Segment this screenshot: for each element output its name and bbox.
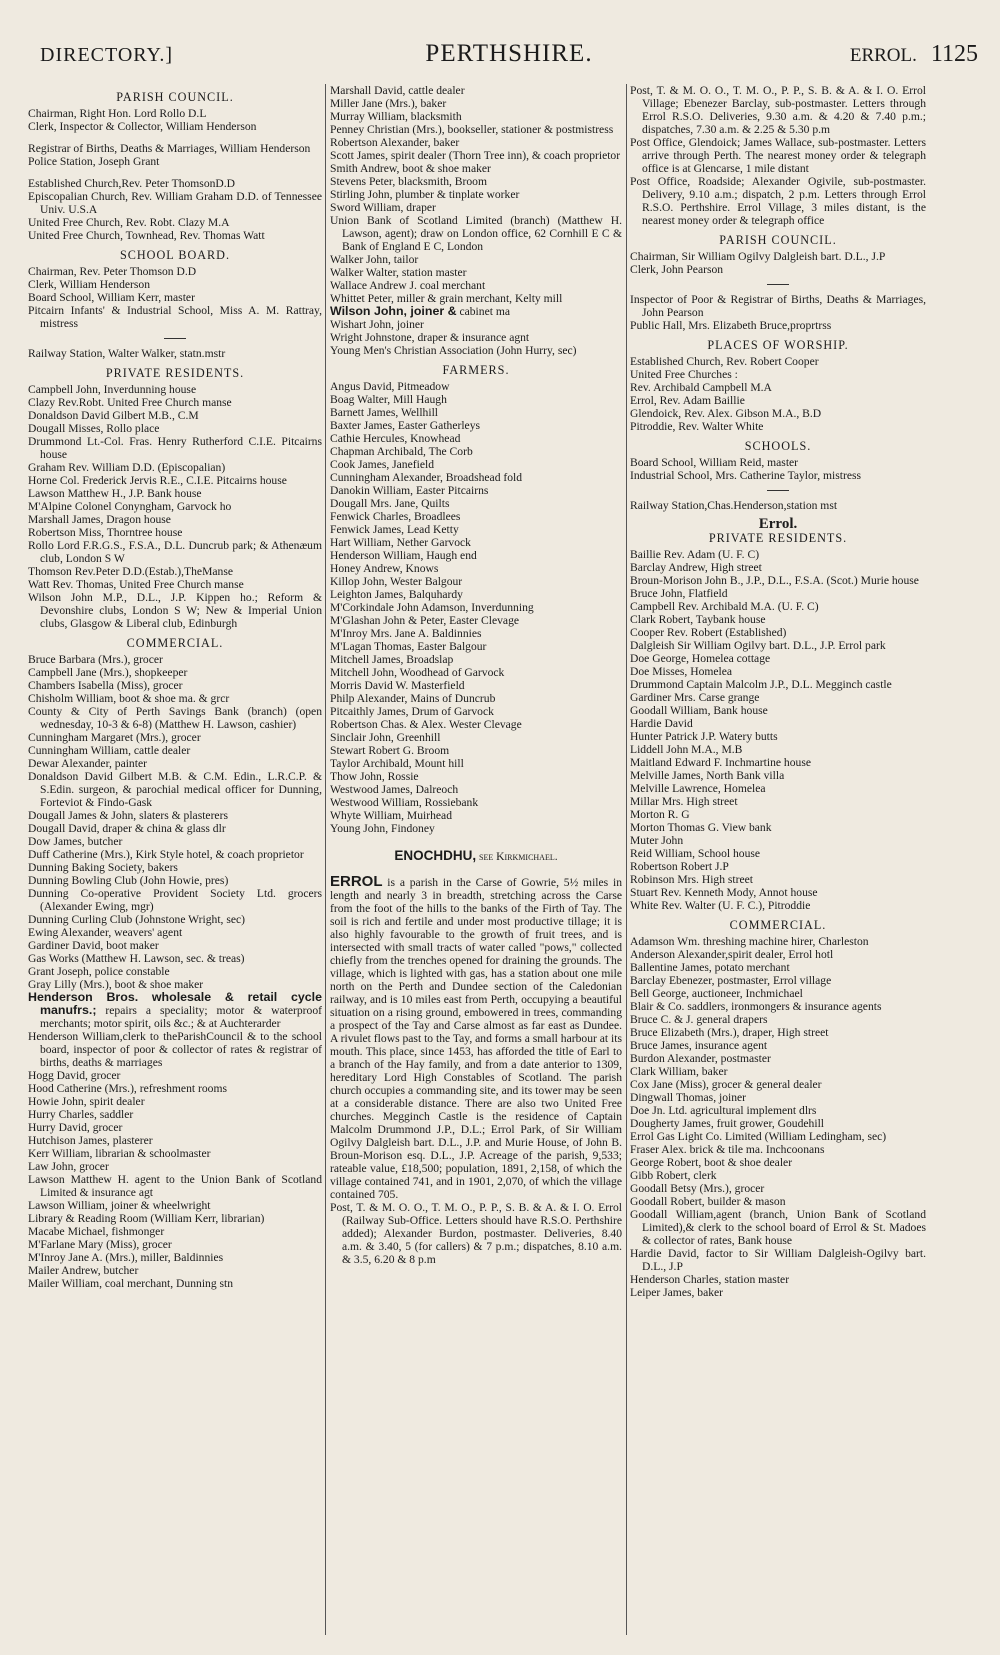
- directory-entry: Bruce James, insurance agent: [630, 1039, 768, 1052]
- directory-entry: Police Station, Joseph Grant: [28, 155, 160, 168]
- directory-entry: Barnett James, Wellhill: [330, 406, 439, 419]
- section-heading: SCHOOL BOARD.: [119, 248, 231, 262]
- directory-entry: Adamson Wm. threshing machine hirer, Charleston: [630, 935, 869, 948]
- directory-entry: Danokin William, Easter Pitcairns: [330, 484, 489, 497]
- directory-entry: Henderson William, Haugh end: [330, 549, 477, 562]
- entry-list: [630, 250, 926, 276]
- directory-entry: Cunningham Margaret (Mrs.), grocer: [28, 731, 201, 744]
- directory-entry: Taylor Archibald, Mount hill: [330, 757, 464, 770]
- directory-entry: Hood Catherine (Mrs.), refreshment rooms: [28, 1082, 227, 1095]
- directory-entry: Rollo Lord F.R.G.S., F.S.A., D.L. Duncrub park; & Athenæum club, London S W: [28, 539, 322, 565]
- entry-list: [330, 84, 622, 305]
- directory-entry: Dunning Curling Club (Johnstone Wright, sec): [28, 913, 246, 926]
- directory-entry: Westwood James, Dalreoch: [330, 783, 459, 796]
- directory-entry: Dingwall Thomas, joiner: [630, 1091, 747, 1104]
- directory-entry: Hurry Charles, saddler: [28, 1108, 134, 1121]
- directory-entry: County & City of Perth Savings Bank (branch) (open wednesday, 10-3 & 6-8) (Matthew H. Lawson, cashier): [28, 705, 322, 731]
- cross-reference: [330, 849, 622, 863]
- directory-entry: Episcopalian Church, Rev. William Graham D.D. of Tennessee Univ. U.S.A: [28, 190, 322, 216]
- directory-entry: Dougall James & John, slaters & plasterers: [28, 809, 228, 822]
- directory-entry: Registrar of Births, Deaths & Marriages, William Henderson: [28, 142, 311, 155]
- directory-entry: Sword William, draper: [330, 201, 436, 214]
- directory-entry: Hart William, Nether Garvock: [330, 536, 471, 549]
- directory-entry: Sinclair John, Greenhill: [330, 731, 441, 744]
- directory-entry: Chapman Archibald, The Corb: [330, 445, 473, 458]
- column-3: [630, 84, 926, 1641]
- directory-entry: Henderson Charles, station master: [630, 1273, 790, 1286]
- directory-entry: Kerr William, librarian & schoolmaster: [28, 1147, 211, 1160]
- directory-entry: Clazy Rev.Robt. United Free Church manse: [28, 396, 232, 409]
- directory-entry: Hurry David, grocer: [28, 1121, 123, 1134]
- directory-entry: Campbell Rev. Archibald M.A. (U. F. C): [630, 600, 819, 613]
- directory-entry: Union Bank of Scotland Limited (branch) (Matthew H. Lawson, agent); draw on London office, 62 Cornhill E C & Bank of England E C, London: [330, 214, 622, 253]
- directory-entry: United Free Church, Townhead, Rev. Thomas Watt: [28, 229, 265, 242]
- directory-entry: M'Lagan Thomas, Easter Balgour: [330, 640, 487, 653]
- directory-entry: Dougall David, draper & china & glass dlr: [28, 822, 226, 835]
- directory-entry: Drummond Captain Malcolm J.P., D.L. Megginch castle: [630, 678, 892, 691]
- directory-entry: Ewing Alexander, weavers' agent: [28, 926, 183, 939]
- directory-entry: George Robert, boot & shoe dealer: [630, 1156, 793, 1169]
- directory-entry: Gas Works (Matthew H. Lawson, sec. & treas): [28, 952, 245, 965]
- directory-entry: Morton Thomas G. View bank: [630, 821, 772, 834]
- directory-entry: Walker Walter, station master: [330, 266, 467, 279]
- directory-entry: Dalgleish Sir William Ogilvy bart. D.L., J.P. Errol park: [630, 639, 886, 652]
- directory-entry: Inspector of Poor & Registrar of Births, Deaths & Marriages, John Pearson: [630, 293, 926, 319]
- directory-entry: Cunningham Alexander, Broadshead fold: [330, 471, 523, 484]
- directory-entry: Dougall Misses, Rollo place: [28, 422, 160, 435]
- directory-entry: Dunning Baking Society, bakers: [28, 861, 178, 874]
- directory-entry: Robinson Mrs. High street: [630, 873, 754, 886]
- directory-entry: Wright Johnstone, draper & insurance agnt: [330, 331, 530, 344]
- directory-entry: Pitroddie, Rev. Walter White: [630, 420, 764, 433]
- section-heading: PARISH COUNCIL.: [116, 90, 234, 104]
- directory-entry: Barclay Ebenezer, postmaster, Errol village: [630, 974, 832, 987]
- directory-entry: Glendoick, Rev. Alex. Gibson M.A., B.D: [630, 407, 822, 420]
- directory-entry: Chairman, Rev. Peter Thomson D.D: [28, 265, 197, 278]
- directory-entry: Fenwick Charles, Broadlees: [330, 510, 461, 523]
- directory-entry: M'Glashan John & Peter, Easter Clevage: [330, 614, 520, 627]
- directory-entry: Honey Andrew, Knows: [330, 562, 439, 575]
- directory-entry: Gray Lilly (Mrs.), boot & shoe maker: [28, 978, 204, 991]
- directory-entry: Goodall William, Bank house: [630, 704, 768, 717]
- directory-entry: Industrial School, Mrs. Catherine Taylor, mistress: [630, 469, 861, 482]
- column-rule: [626, 84, 627, 1635]
- directory-entry: Pitcairn Infants' & Industrial School, Miss A. M. Rattray, mistress: [28, 304, 322, 330]
- directory-entry: Marshall David, cattle dealer: [330, 84, 465, 97]
- directory-entry: Mailer Andrew, butcher: [28, 1264, 139, 1277]
- directory-entry: Cunningham William, cattle dealer: [28, 744, 191, 757]
- section-heading: PRIVATE RESIDENTS.: [708, 531, 848, 545]
- directory-entry: Public Hall, Mrs. Elizabeth Bruce,proprtrss: [630, 319, 832, 332]
- directory-entry: Duff Catherine (Mrs.), Kirk Style hotel, & coach proprietor: [28, 848, 304, 861]
- directory-entry: Ballentine James, potato merchant: [630, 961, 790, 974]
- separator: [767, 490, 789, 491]
- entry-list: [630, 935, 926, 1299]
- directory-entry: Melville James, North Bank villa: [630, 769, 785, 782]
- directory-entry: Dewar Alexander, painter: [28, 757, 147, 770]
- directory-entry: Wishart John, joiner: [330, 318, 424, 331]
- directory-entry: M'Alpine Colonel Conyngham, Garvock ho: [28, 500, 232, 513]
- directory-entry: Horne Col. Frederick Jervis R.E., C.I.E. Pitcairns house: [28, 474, 287, 487]
- directory-entry: Angus David, Pitmeadow: [330, 380, 450, 393]
- directory-entry: Railway Station, Walter Walker, statn.mstr: [28, 347, 226, 360]
- directory-entry: Westwood William, Rossiebank: [330, 796, 479, 809]
- directory-entry: Mitchell James, Broadslap: [330, 653, 454, 666]
- entry-list: [630, 84, 926, 227]
- directory-entry: Dougall Mrs. Jane, Quilts: [330, 497, 450, 510]
- directory-entry: Donaldson David Gilbert M.B., C.M: [28, 409, 199, 422]
- directory-entry: Maitland Edward F. Inchmartine house: [630, 756, 811, 769]
- directory-entry: Millar Mrs. High street: [630, 795, 738, 808]
- directory-entry: Wilson John M.P., D.L., J.P. Kippen ho.; Reform & Devonshire clubs, London S W; New & Imperial Union clubs, Glasgow & Liberal club, Edinburgh: [28, 591, 322, 630]
- directory-entry: M'Corkindale John Adamson, Inverdunning: [330, 601, 534, 614]
- directory-entry: Thomson Rev.Peter D.D.(Estab.),TheManse: [28, 565, 233, 578]
- directory-entry: Walker John, tailor: [330, 253, 419, 266]
- directory-entry: Stevens Peter, blacksmith, Broom: [330, 175, 487, 188]
- section-heading: COMMERCIAL.: [126, 636, 224, 650]
- directory-entry: Drummond Lt.-Col. Fras. Henry Rutherford C.I.E. Pitcairns house: [28, 435, 322, 461]
- entry-list: [28, 383, 322, 630]
- directory-entry: Smith Andrew, boot & shoe maker: [330, 162, 491, 175]
- entry-list: [28, 107, 322, 133]
- directory-entry: Clark Robert, Taybank house: [630, 613, 766, 626]
- directory-entry: United Free Churches :: [630, 368, 738, 381]
- directory-entry: M'Inroy Jane A. (Mrs.), miller, Baldinnies: [28, 1251, 224, 1264]
- section-heading: PRIVATE RESIDENTS.: [105, 366, 245, 380]
- directory-entry: Board School, William Kerr, master: [28, 291, 195, 304]
- page-number: 1125: [930, 41, 978, 67]
- directory-entry: Dunning Co-operative Provident Society Ltd. grocers (Alexander Ewing, mgr): [28, 887, 322, 913]
- directory-entry: Clerk, William Henderson: [28, 278, 150, 291]
- bold-entry-name: Henderson Bros. wholesale & retail cycle manufrs.;: [28, 990, 322, 1017]
- section-heading: PLACES OF WORSHIP.: [707, 338, 849, 352]
- directory-entry: Dougherty James, fruit grower, Goudehill: [630, 1117, 825, 1130]
- directory-entry: Doe Misses, Homelea: [630, 665, 733, 678]
- cross-reference-name: ENOCHDHU,: [394, 848, 477, 863]
- directory-entry-bold: [330, 305, 622, 318]
- directory-entry: Marshall James, Dragon house: [28, 513, 171, 526]
- directory-entry: White Rev. Walter (U. F. C.), Pitroddie: [630, 899, 811, 912]
- directory-entry: Gardiner Mrs. Carse grange: [630, 691, 760, 704]
- column-2: [330, 84, 622, 1641]
- directory-entry: Chairman, Sir William Ogilvy Dalgleish bart. D.L., J.P: [630, 250, 886, 263]
- directory-entry: Killop John, Wester Balgour: [330, 575, 463, 588]
- directory-entry: Lawson Matthew H., J.P. Bank house: [28, 487, 202, 500]
- entry-list: [28, 653, 322, 991]
- separator: [767, 284, 789, 285]
- directory-entry: Rev. Archibald Campbell M.A: [630, 381, 772, 394]
- directory-entry: Graham Rev. William D.D. (Episcopalian): [28, 461, 226, 474]
- bold-entry-name: Wilson John, joiner &: [330, 304, 457, 318]
- directory-entry: Whittet Peter, miller & grain merchant, Kelty mill: [330, 292, 563, 305]
- directory-entry: Hutchison James, plasterer: [28, 1134, 153, 1147]
- directory-entry: Burdon Alexander, postmaster: [630, 1052, 771, 1065]
- directory-entry: Muter John: [630, 834, 684, 847]
- section-heading: SCHOOLS.: [744, 439, 812, 453]
- directory-entry: Philp Alexander, Mains of Duncrub: [330, 692, 496, 705]
- column-1: [28, 84, 322, 1641]
- directory-entry: Baillie Rev. Adam (U. F. C): [630, 548, 760, 561]
- directory-entry: Clerk, John Pearson: [630, 263, 724, 276]
- directory-entry: Scott James, spirit dealer (Thorn Tree inn), & coach proprietor: [330, 149, 621, 162]
- directory-entry: Railway Station,Chas.Henderson,station mst: [630, 499, 838, 512]
- directory-entry: Donaldson David Gilbert M.B. & C.M. Edin., L.R.C.P. & S.Edin. surgeon, & parochial medical officer for Dunning, Forteviot & Findo-Gask: [28, 770, 322, 809]
- directory-entry: Watt Rev. Thomas, United Free Church manse: [28, 578, 244, 591]
- directory-entry: Dunning Bowling Club (John Howie, pres): [28, 874, 229, 887]
- directory-entry: M'Inroy Mrs. Jane A. Baldinnies: [330, 627, 482, 640]
- entry-list: [28, 177, 322, 242]
- directory-entry: Doe Jn. Ltd. agricultural implement dlrs: [630, 1104, 817, 1117]
- directory-entry: Bruce Barbara (Mrs.), grocer: [28, 653, 163, 666]
- directory-entry: United Free Church, Rev. Robt. Clazy M.A: [28, 216, 230, 229]
- directory-entry: Clerk, Inspector & Collector, William Henderson: [28, 120, 257, 133]
- directory-entry: Morton R. G: [630, 808, 690, 821]
- directory-entry: Goodall William,agent (branch, Union Bank of Scotland Limited),& clerk to the school board of Errol & St. Madoes & collector of rates, Bank house: [630, 1208, 926, 1247]
- directory-entry: Doe George, Homelea cottage: [630, 652, 771, 665]
- entry-list: [28, 265, 322, 330]
- directory-entry: Lawson Matthew H. agent to the Union Bank of Scotland Limited & insurance agt: [28, 1173, 322, 1199]
- directory-entry: Post, T. & M. O. O., T. M. O., P. P., S. B. & A. & I. O. Errol Village; Ebenezer Barclay, sub-postmaster. Letters through Errol R.S.O. Deliveries, 9.30 a.m. & 4.20 & 7.40 p.m.; dispatches, 7.30 a.m. & 2.25 & 5.30 p.m: [630, 84, 926, 136]
- entry-list: [630, 355, 926, 433]
- directory-entry: Henderson William,clerk to theParishCouncil & to the school board, inspector of poor & collector of rates & registrar of births, deaths & marriages: [28, 1030, 322, 1069]
- place-description: [330, 875, 622, 1201]
- directory-entry: M'Farlane Mary (Miss), grocer: [28, 1238, 172, 1251]
- directory-entry: Morris David W. Masterfield: [330, 679, 465, 692]
- entry-list: [330, 380, 622, 835]
- directory-entry: Penney Christian (Mrs.), bookseller, stationer & postmistress: [330, 123, 614, 136]
- cross-reference-rest: see Kirkmichael.: [476, 850, 558, 863]
- directory-entry: Murray William, blacksmith: [330, 110, 462, 123]
- directory-entry: Robertson Miss, Thorntree house: [28, 526, 183, 539]
- directory-entry: Melville Lawrence, Homelea: [630, 782, 766, 795]
- directory-entry: Hardie David, factor to Sir William Dalgleish-Ogilvy bart. D.L., J.P: [630, 1247, 926, 1273]
- directory-entry: Clark William, baker: [630, 1065, 728, 1078]
- directory-entry: Leighton James, Balquhardy: [330, 588, 463, 601]
- directory-entry: Established Church, Rev. Robert Cooper: [630, 355, 819, 368]
- directory-entry: Hardie David: [630, 717, 693, 730]
- directory-entry: Fenwick James, Lead Ketty: [330, 523, 459, 536]
- directory-entry: Chisholm William, boot & shoe ma. & grcr: [28, 692, 230, 705]
- directory-entry: Anderson Alexander,spirit dealer, Errol hotl: [630, 948, 834, 961]
- directory-entry: Hunter Patrick J.P. Watery butts: [630, 730, 778, 743]
- directory-entry: Blair & Co. saddlers, ironmongers & insurance agents: [630, 1000, 882, 1013]
- directory-entry: Post Office, Glendoick; James Wallace, sub-postmaster. Letters arrive through Perth. The nearest money order & telegraph office is at Glencarse, 1 mile distant: [630, 136, 926, 175]
- place-description-text: is a parish in the Carse of Gowrie, 5½ miles in length and nearly 3 in breadth, stretching across the Carse from the foot of the hills to the banks of the Firth of Tay. The soil is rich and fertile and under most productive tillage; it is also highly favourable to the growth of fruit trees, and is intersected with small tracts of water called "pows," collected chiefly from the trenches opened for draining the grounds. The village, which is lighted with gas, has a station about one mile north on the Perth and Dundee section of the Caledonian railway, and is 10 miles east from Perth, occupying a beautiful situation on a rising ground, embowered in trees, commanding a prospect of the Tay and Carse almost as far east as Dundee. A rivulet flows past to the Tay, and forms a small harbour at its mouth. This place, since 1453, has afforded the title of Earl to a branch of the Hay family, and from a date anterior to 1309, hereditary Lord High Constables of Scotland. The parish church occupies a commanding site, and its tower may be seen at a considerable distance. There are also two United Free churches. Megginch Castle is the residence of Captain Malcolm Drummond J.P., D.L.; Errol Park, of Sir William Ogilvy Dalgleish bart. D.L., J.P. and Murie House, of John B. Broun-Morison esq. D.L., J.P. Acreage of the parish, 9,533; rateable value, £18,500; population, 1891, 2,158, of which the village contained 741, and in 1901, 2,070, of which the village contained 705.: [330, 876, 622, 1201]
- directory-entry: Young Men's Christian Association (John Hurry, sec): [330, 344, 577, 357]
- entry-list: [330, 318, 622, 357]
- bold-entry-rest: cabinet ma: [456, 305, 510, 318]
- directory-entry: Bruce C. & J. general drapers: [630, 1013, 768, 1026]
- directory-entry: Hogg David, grocer: [28, 1069, 121, 1082]
- directory-entry: Stewart Robert G. Broom: [330, 744, 450, 757]
- directory-entry: Campbell John, Inverdunning house: [28, 383, 197, 396]
- separator: [164, 338, 186, 339]
- directory-entry: Library & Reading Room (William Kerr, librarian): [28, 1212, 265, 1225]
- directory-entry: Stirling John, plumber & tinplate worker: [330, 188, 520, 201]
- directory-entry: Errol Gas Light Co. Limited (William Ledingham, sec): [630, 1130, 887, 1143]
- entry-list: [630, 456, 926, 482]
- bold-entry-rest: repairs a speciality; motor & waterproof merchants; motor spirit, oils &c.; & at Auchterarder: [40, 1004, 322, 1030]
- directory-entry: Boag Walter, Mill Haugh: [330, 393, 447, 406]
- directory-entry: Board School, William Reid, master: [630, 456, 799, 469]
- directory-entry: Howie John, spirit dealer: [28, 1095, 145, 1108]
- directory-entry: Cox Jane (Miss), grocer & general dealer: [630, 1078, 822, 1091]
- directory-entry: Bruce Elizabeth (Mrs.), draper, High street: [630, 1026, 829, 1039]
- entry-list: [28, 1030, 322, 1290]
- directory-entry: Chambers Isabella (Miss), grocer: [28, 679, 183, 692]
- directory-entry: Established Church,Rev. Peter ThomsonD.D: [28, 177, 236, 190]
- directory-entry: Liddell John M.A., M.B: [630, 743, 743, 756]
- directory-entry: Robertson Robert J.P: [630, 860, 729, 873]
- header-right: [718, 41, 978, 68]
- header-section: ERROL.: [849, 45, 917, 66]
- directory-entry: Fraser Alex. brick & tile ma. Inchcoonans: [630, 1143, 825, 1156]
- directory-entry: Whyte William, Muirhead: [330, 809, 452, 822]
- directory-entry: Cook James, Janefield: [330, 458, 434, 471]
- directory-entry: Campbell Jane (Mrs.), shopkeeper: [28, 666, 188, 679]
- directory-entry: Grant Joseph, police constable: [28, 965, 170, 978]
- directory-entry: Mailer William, coal merchant, Dunning stn: [28, 1277, 234, 1290]
- directory-entry: Thow John, Rossie: [330, 770, 419, 783]
- directory-entry: Barclay Andrew, High street: [630, 561, 762, 574]
- page-header: [40, 40, 978, 76]
- directory-entry: Broun-Morison John B., J.P., D.L., F.S.A. (Scot.) Murie house: [630, 574, 919, 587]
- directory-entry: Robertson Chas. & Alex. Wester Clevage: [330, 718, 522, 731]
- section-heading: FARMERS.: [442, 363, 510, 377]
- directory-entry: Errol, Rev. Adam Baillie: [630, 394, 745, 407]
- entry-list: [630, 293, 926, 332]
- directory-entry: Miller Jane (Mrs.), baker: [330, 97, 447, 110]
- directory-entry: Law John, grocer: [28, 1160, 109, 1173]
- place-description-lead: ERROL: [330, 873, 383, 890]
- directory-entry: Dow James, butcher: [28, 835, 123, 848]
- header-left: DIRECTORY.]: [40, 44, 174, 66]
- header-title: PERTHSHIRE.: [425, 40, 593, 67]
- directory-entry: Wallace Andrew J. coal merchant: [330, 279, 486, 292]
- directory-entry: Pitcaithly James, Drum of Garvock: [330, 705, 494, 718]
- directory-entry: Cooper Rev. Robert (Established): [630, 626, 787, 639]
- directory-entry: Robertson Alexander, baker: [330, 136, 460, 149]
- entry-list: [630, 548, 926, 912]
- directory-entry: Young John, Findoney: [330, 822, 435, 835]
- directory-entry: Bell George, auctioneer, Inchmichael: [630, 987, 803, 1000]
- directory-entry: Reid William, School house: [630, 847, 761, 860]
- directory-entry: Post Office, Roadside; Alexander Ogivile, sub-postmaster. Delivery, 9.10 a.m.; dispatch, 2 p.m. Letters through Errol R.S.O. Perthshire. Errol Village, 3 miles distant, is the nearest money order & telegraph office: [630, 175, 926, 227]
- directory-entry: Gardiner David, boot maker: [28, 939, 159, 952]
- directory-entry: Baxter James, Easter Gatherleys: [330, 419, 481, 432]
- column-rule: [325, 84, 326, 1635]
- directory-entry: Leiper James, baker: [630, 1286, 724, 1299]
- directory-entry: Gibb Robert, clerk: [630, 1169, 717, 1182]
- directory-entry: Goodall Betsy (Mrs.), grocer: [630, 1182, 765, 1195]
- directory-entry: Stuart Rev. Kenneth Mody, Annot house: [630, 886, 818, 899]
- directory-entry: Bruce John, Flatfield: [630, 587, 728, 600]
- directory-entry-bold: [28, 991, 322, 1030]
- directory-entry: Post, T. & M. O. O., T. M. O., P. P., S. B. & A. & I. O. Errol (Railway Sub-Office. Letters should have R.S.O. Perthshire added); Alexander Burdon, postmaster. Deliveries, 8.40 a.m. & 3.40, 5 (for callers) & 7 p.m.; dispatches, 8.10 a.m. & 3.5, 6.20 & 8 p.m: [330, 1201, 622, 1266]
- entry-list: [28, 142, 322, 168]
- directory-entry: Lawson William, joiner & wheelwright: [28, 1199, 211, 1212]
- directory-entry: Goodall Robert, builder & mason: [630, 1195, 786, 1208]
- section-heading: COMMERCIAL.: [729, 918, 827, 932]
- directory-entry: Mitchell John, Woodhead of Garvock: [330, 666, 505, 679]
- section-heading: PARISH COUNCIL.: [719, 233, 837, 247]
- directory-entry: Chairman, Right Hon. Lord Rollo D.L: [28, 107, 207, 120]
- directory-entry: Macabe Michael, fishmonger: [28, 1225, 165, 1238]
- directory-entry: Cathie Hercules, Knowhead: [330, 432, 461, 445]
- place-heading: Errol.: [758, 516, 798, 532]
